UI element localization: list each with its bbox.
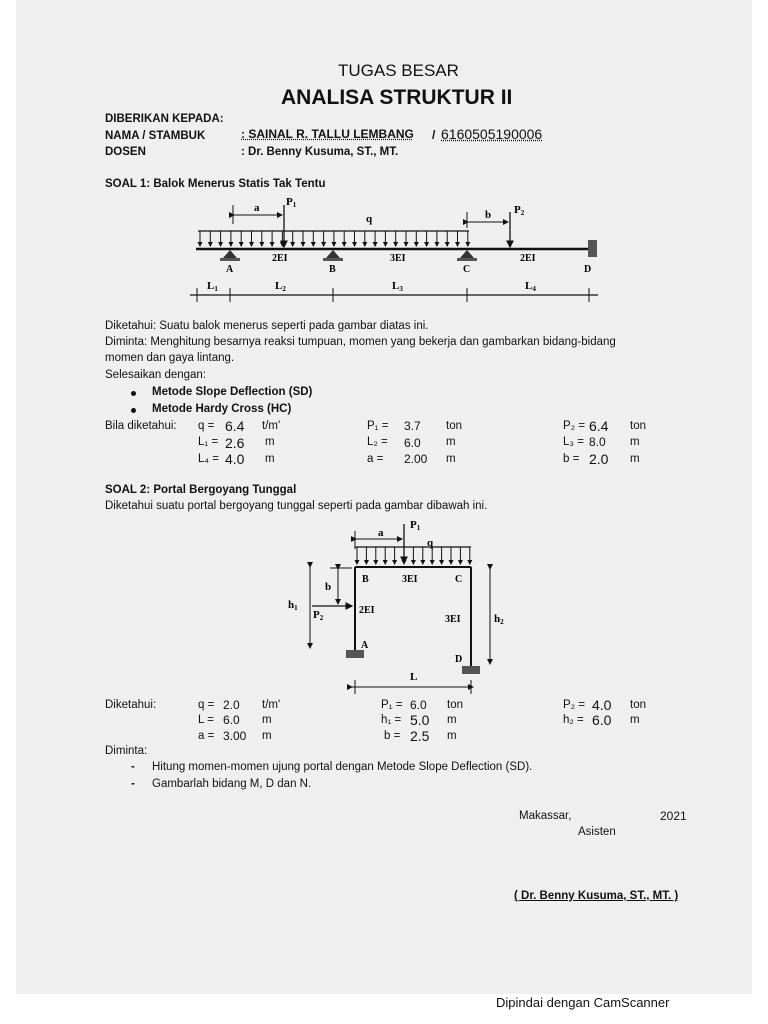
- portal-q-arrow-head: [411, 560, 416, 565]
- s1-l4-unit: m: [265, 453, 275, 465]
- s2-p2-label: P₂ =: [563, 699, 586, 711]
- portal-h1-label: h1: [288, 599, 298, 612]
- portal-ei-right: 3EI: [445, 614, 461, 625]
- q-label: q: [366, 213, 373, 225]
- fixed-support-d: [462, 666, 480, 674]
- s1-b-value: 2.0: [589, 451, 609, 467]
- p2-label: P2: [514, 204, 525, 217]
- s2-p1-value: 6.0: [410, 698, 427, 712]
- s1-l2-value: 6.0: [404, 436, 421, 450]
- s1-b-label: b =: [563, 453, 580, 465]
- s2-q-value: 2.0: [223, 698, 240, 712]
- s1-p2-label: P₂ =: [563, 420, 586, 432]
- s2-a-value: 3.00: [223, 729, 247, 743]
- support-c-label: C: [463, 264, 471, 275]
- ei-label-cd: 2EI: [520, 253, 536, 264]
- portal-q-arrow-head: [420, 560, 425, 565]
- ei-label-bc: 3EI: [390, 253, 406, 264]
- asked-dash-1: -: [131, 761, 135, 773]
- s2-b-value: 2.5: [410, 728, 430, 744]
- soal1-text-asked-cont: momen dan gaya lintang.: [105, 352, 235, 364]
- s2-p1-unit: ton: [447, 699, 463, 711]
- s2-l-label: L =: [198, 714, 214, 726]
- s1-q-unit: t/m': [262, 420, 281, 432]
- span-l4-label: L4: [525, 280, 536, 293]
- s1-l1-value: 2.6: [225, 435, 245, 451]
- dim-b-label: b: [485, 209, 492, 221]
- s1-a-unit: m: [446, 453, 456, 465]
- portal-dim-b-label: b: [325, 581, 332, 593]
- soal2-heading: SOAL 2: Portal Bergoyang Tunggal: [105, 484, 297, 496]
- s1-l2-unit: m: [446, 436, 456, 448]
- asked-item-2: Gambarlah bidang M, D dan N.: [152, 778, 312, 790]
- s1-l3-value: 8.0: [589, 435, 606, 449]
- asked-item-1: Hitung momen-momen ujung portal dengan Metode Slope Deflection (SD).: [152, 761, 533, 773]
- stambuk-value: 6160505190006: [441, 126, 543, 142]
- soal1-heading: SOAL 1: Balok Menerus Statis Tak Tentu: [105, 178, 326, 190]
- support-a-label: A: [226, 264, 234, 275]
- support-b-label: B: [329, 264, 336, 275]
- s2-h2-unit: m: [630, 714, 640, 726]
- s1-p1-value: 3.7: [404, 419, 421, 433]
- soal2-given-label: Diketahui:: [105, 699, 157, 711]
- s2-p2-value: 4.0: [592, 697, 612, 713]
- s1-l1-label: L₁ =: [198, 436, 219, 448]
- portal-p2-label: P2: [313, 609, 324, 622]
- portal-ei-left: 2EI: [359, 605, 375, 616]
- portal-q-label: q: [427, 537, 434, 549]
- s2-h1-unit: m: [447, 714, 457, 726]
- name-label: NAMA / STAMBUK: [105, 130, 206, 142]
- portal-q-arrow-head: [467, 560, 472, 565]
- portal-h2-label: h2: [494, 613, 504, 626]
- s2-p2-unit: ton: [630, 699, 646, 711]
- method-hc: Metode Hardy Cross (HC): [152, 403, 292, 415]
- s2-h1-label: h₁ =: [381, 714, 402, 726]
- s2-p1-label: P₁ =: [381, 699, 403, 711]
- s2-l-unit: m: [262, 714, 272, 726]
- s2-b-unit: m: [447, 730, 457, 742]
- signature-year: 2021: [660, 809, 687, 823]
- portal-q-arrow-head: [430, 560, 435, 565]
- s1-a-label: a =: [367, 453, 384, 465]
- portal-ei-beam: 3EI: [402, 574, 418, 585]
- portal-joint-c: C: [455, 574, 463, 585]
- s2-a-unit: m: [262, 730, 272, 742]
- portal-q-arrow-head: [458, 560, 463, 565]
- dim-a-label: a: [254, 202, 260, 214]
- doc-title: ANALISA STRUKTUR II: [281, 86, 513, 109]
- portal-distributed-load-q: [355, 547, 473, 565]
- s1-a-value: 2.00: [404, 452, 428, 466]
- portal-q-arrow-head: [383, 560, 388, 565]
- s2-h1-value: 5.0: [410, 712, 430, 728]
- dosen-value: : Dr. Benny Kusuma, ST., MT.: [241, 146, 399, 158]
- s1-l2-label: L₂ =: [367, 436, 388, 448]
- name-slash: /: [432, 128, 436, 142]
- s1-l3-label: L₃ =: [563, 436, 584, 448]
- portal-support-a: A: [361, 640, 369, 651]
- signature-city: Makassar,: [519, 810, 572, 822]
- soal1-text-known: Diketahui: Suatu balok menerus seperti pada gambar diatas ini.: [105, 320, 429, 332]
- soal2-asked-label: Diminta:: [105, 745, 148, 757]
- s2-q-label: q =: [198, 699, 215, 711]
- portal-q-arrow-head: [373, 560, 378, 565]
- s2-h2-value: 6.0: [592, 712, 612, 728]
- s1-l4-value: 4.0: [225, 451, 245, 467]
- signature-role: Asisten: [578, 826, 616, 838]
- name-value: : SAINAL R. TALLU LEMBANG: [241, 127, 414, 141]
- given-to-label: DIBERIKAN KEPADA:: [105, 113, 224, 125]
- span-l1-label: L1: [207, 280, 218, 293]
- s1-q-label: q =: [198, 420, 215, 432]
- signature-name: ( Dr. Benny Kusuma, ST., MT. ): [514, 890, 679, 902]
- ei-label-ab: 2EI: [272, 253, 288, 264]
- s1-p1-label: P₁ =: [367, 420, 389, 432]
- s1-b-unit: m: [630, 453, 640, 465]
- portal-joint-b: B: [362, 574, 369, 585]
- soal2-text-known: Diketahui suatu portal bergoyang tunggal seperti pada gambar dibawah ini.: [105, 500, 488, 512]
- s1-q-value: 6.4: [225, 418, 245, 434]
- asked-dash-2: -: [131, 778, 135, 790]
- s1-l3-unit: m: [630, 436, 640, 448]
- s2-q-unit: t/m': [262, 699, 281, 711]
- s1-p1-unit: ton: [446, 420, 462, 432]
- portal-p1-label: P1: [410, 519, 421, 532]
- s2-b-label: b =: [384, 730, 401, 742]
- fixed-support-a: [346, 650, 364, 658]
- portal-q-arrow-head: [392, 560, 397, 565]
- dosen-label: DOSEN: [105, 146, 146, 158]
- soal1-text-asked: Diminta: Menghitung besarnya reaksi tumpuan, momen yang bekerja dan gambarkan bidang-bidang: [105, 336, 616, 348]
- s2-l-value: 6.0: [223, 713, 240, 727]
- portal-q-arrow-head: [355, 560, 360, 565]
- span-l3-label: L3: [392, 280, 403, 293]
- s1-l1-unit: m: [265, 436, 275, 448]
- s1-p2-unit: ton: [630, 420, 646, 432]
- portal-q-arrow-head: [449, 560, 454, 565]
- doc-subtitle: TUGAS BESAR: [338, 61, 459, 80]
- portal-support-d: D: [455, 654, 463, 665]
- support-d-label: D: [584, 264, 592, 275]
- scanner-footer: Dipindai dengan CamScanner: [496, 995, 670, 1010]
- method-sd: Metode Slope Deflection (SD): [152, 386, 313, 398]
- s2-h2-label: h₂ =: [563, 714, 584, 726]
- portal-dim-a-label: a: [378, 527, 384, 539]
- s2-a-label: a =: [198, 730, 215, 742]
- s1-p2-value: 6.4: [589, 418, 609, 434]
- p1-label: P1: [286, 196, 297, 209]
- portal-q-arrow-head: [364, 560, 369, 565]
- s1-l4-label: L₄ =: [198, 453, 220, 465]
- soal1-given-label: Bila diketahui:: [105, 420, 177, 432]
- span-l2-label: L2: [275, 280, 286, 293]
- soal1-text-solve-with: Selesaikan dengan:: [105, 369, 207, 381]
- portal-q-arrow-head: [439, 560, 444, 565]
- portal-l-label: L: [410, 671, 418, 683]
